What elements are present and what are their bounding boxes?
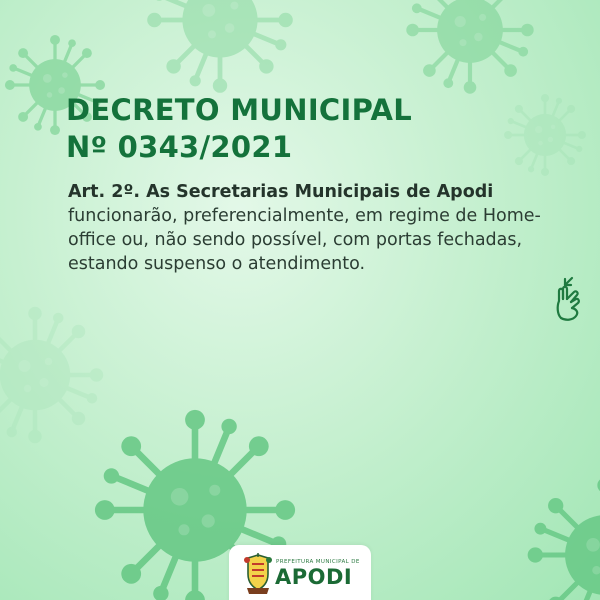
logo-subtitle: PREFEITURA MUNICIPAL DE bbox=[276, 559, 360, 565]
article-text: funcionarão, preferencialmente, em regime de Home-office ou, não sendo possível, com portas fechadas, estando suspenso o atendimento. bbox=[68, 206, 541, 274]
swipe-hand-icon bbox=[552, 274, 586, 324]
decree-title-line1: DECRETO MUNICIPAL bbox=[66, 93, 412, 127]
virus-icon bbox=[400, 0, 540, 100]
municipality-logo bbox=[229, 545, 371, 600]
municipal-crest-icon bbox=[243, 552, 273, 596]
decree-number: Nº 0343/2021 bbox=[66, 130, 293, 164]
article-label: Art. 2º. As Secretarias Municipais de Apodi bbox=[68, 182, 494, 202]
virus-icon bbox=[140, 0, 300, 100]
decree-title bbox=[66, 92, 412, 166]
article-paragraph bbox=[68, 180, 588, 276]
virus-icon bbox=[500, 90, 590, 180]
virus-icon bbox=[520, 470, 600, 600]
logo-name: APODI bbox=[275, 565, 353, 589]
